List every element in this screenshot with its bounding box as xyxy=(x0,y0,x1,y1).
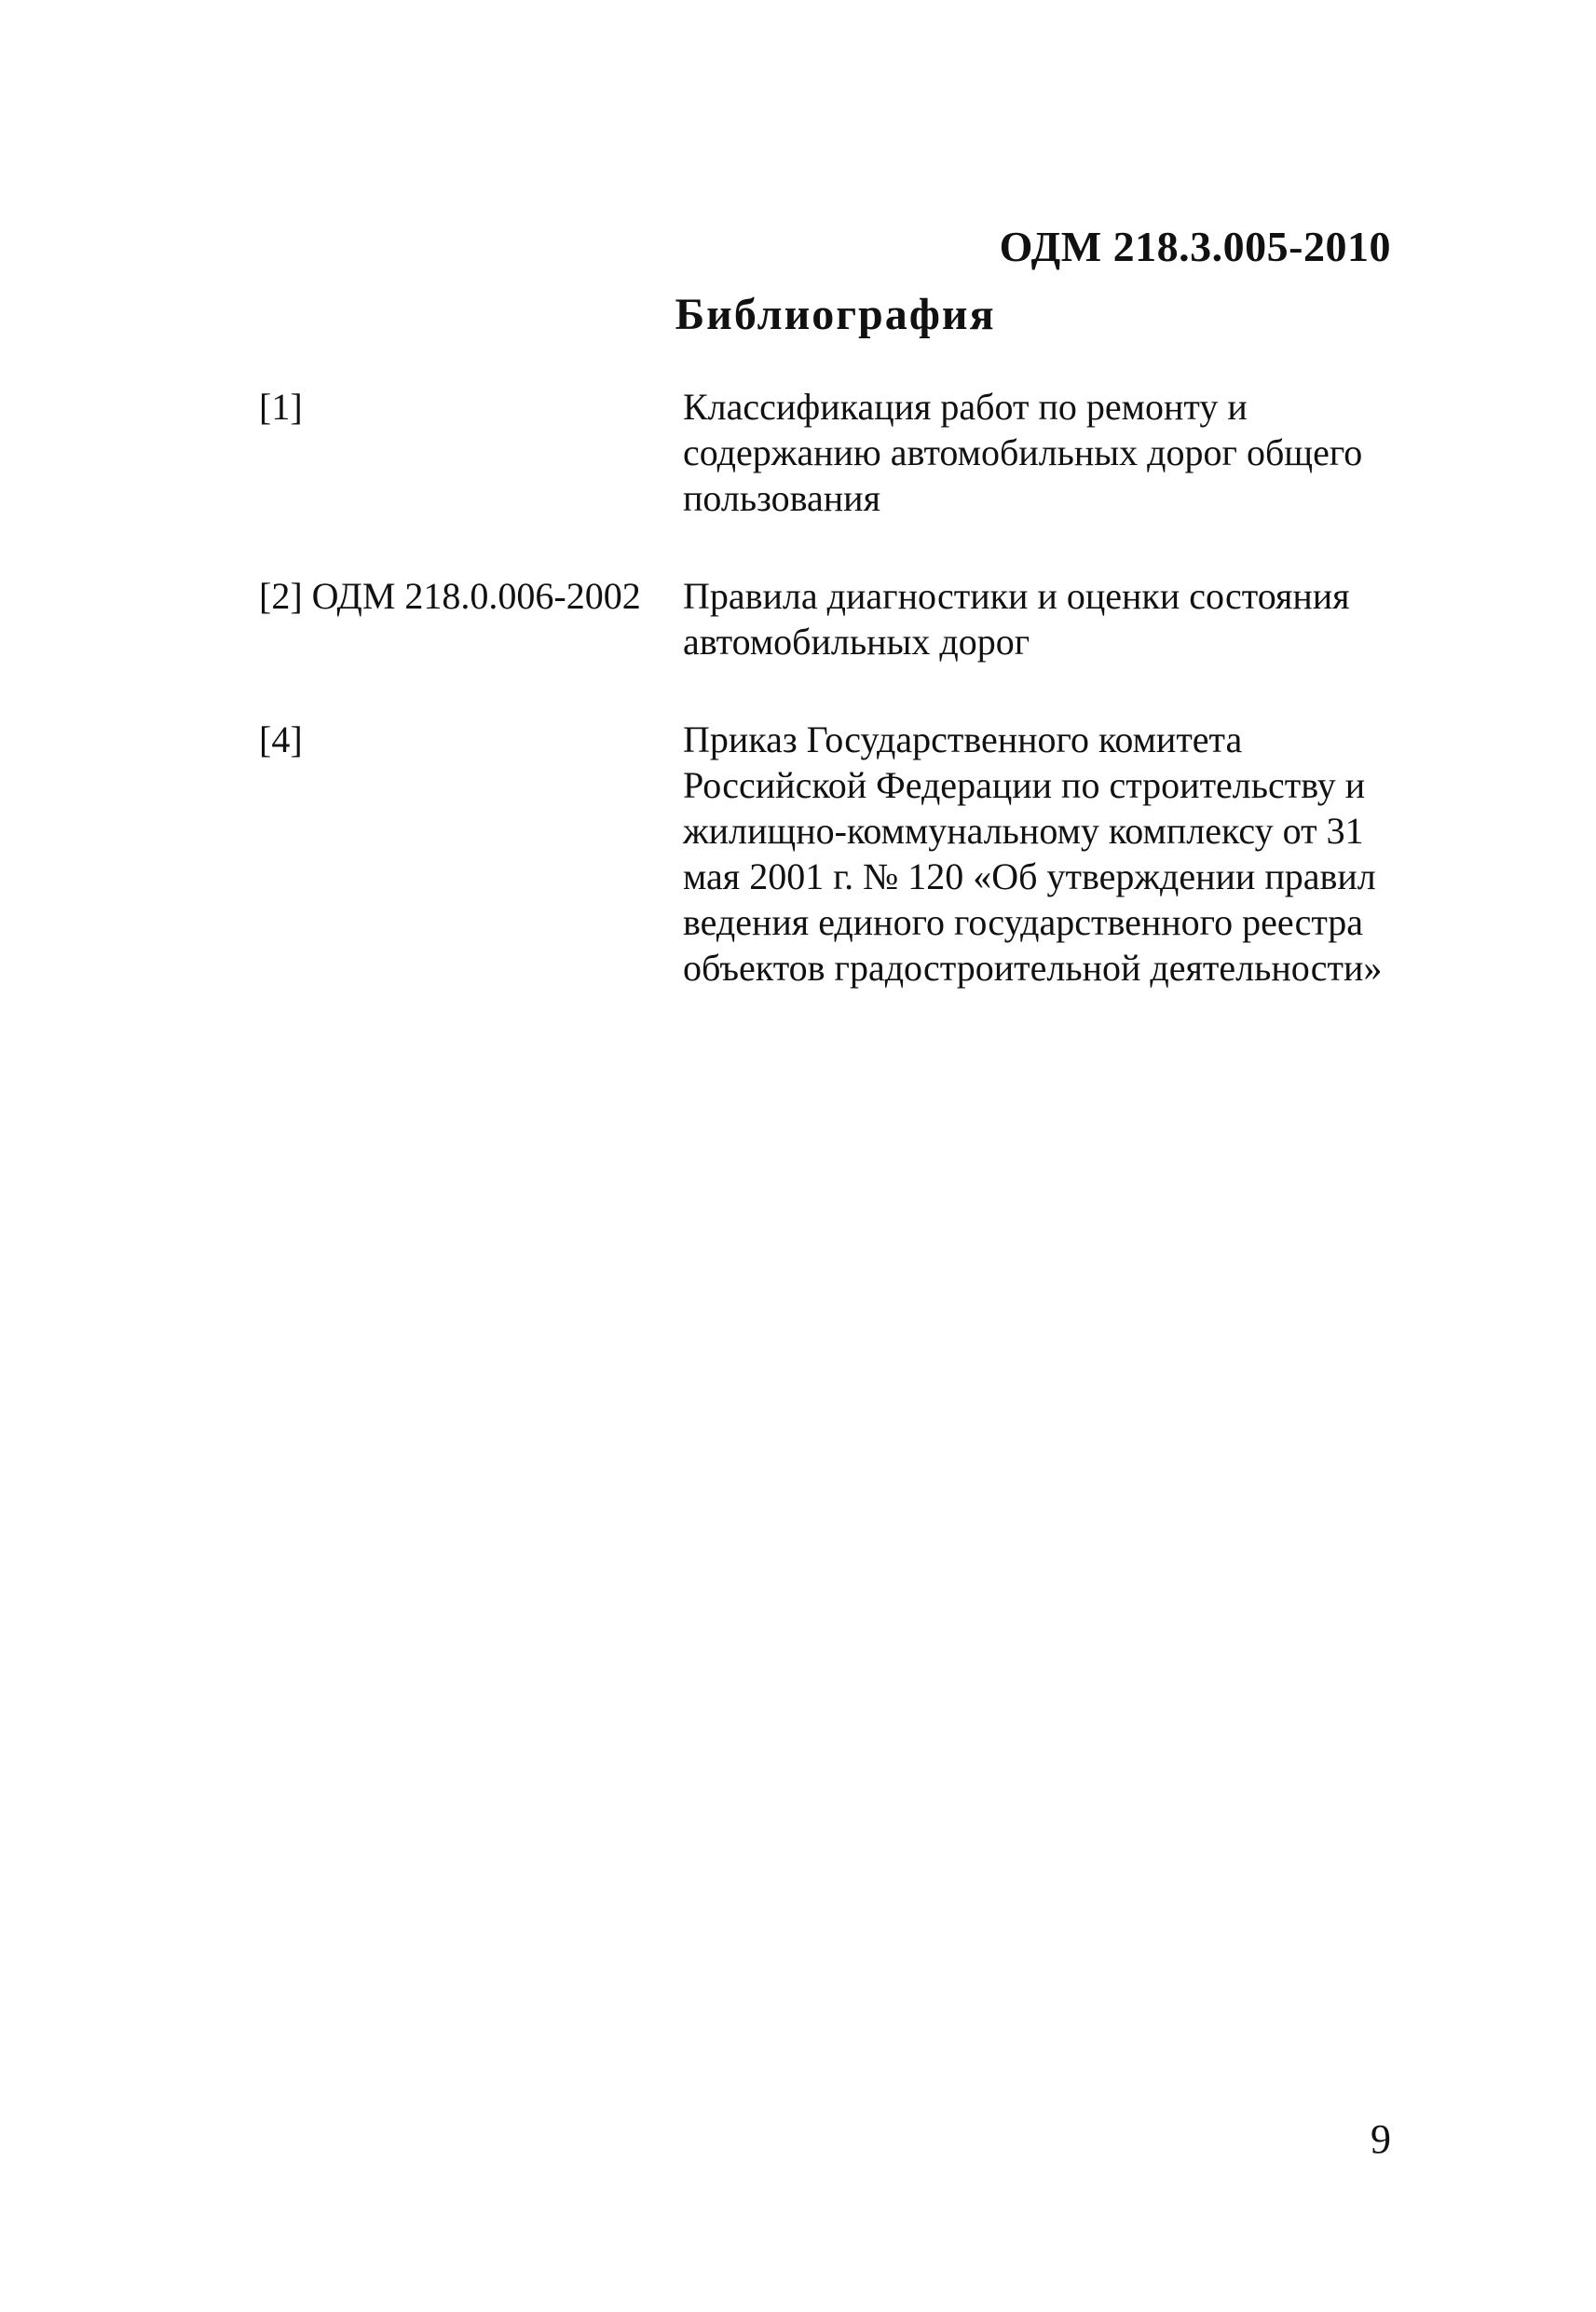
entry-reference: [4] xyxy=(259,718,303,760)
entry-text: Приказ Государственного комитета Российской Федерации по строительству и жилищно-коммунальному комплексу от 31 мая 2001 г. № 120 «Об утверждении правил ведения единого государственного реестра объектов градостроительной деятельности» xyxy=(683,718,1383,989)
entry-reference: [2] ОДМ 218.0.006-2002 xyxy=(259,575,641,617)
bibliography-entry xyxy=(259,384,1396,521)
document-code: ОДМ 218.3.005-2010 xyxy=(999,223,1391,270)
entry-text: Классификация работ по ремонту и содержанию автомобильных дорог общего пользования xyxy=(683,386,1363,519)
entry-reference: [1] xyxy=(259,386,303,428)
bibliography-entry xyxy=(259,717,1396,991)
bibliography-entry xyxy=(259,573,1396,664)
section-title: Библиография xyxy=(675,290,996,339)
bibliography-list xyxy=(259,384,1396,1043)
page-number: 9 xyxy=(1371,2116,1391,2162)
entry-text: Правила диагностики и оценки состояния автомобильных дорог xyxy=(683,575,1350,663)
